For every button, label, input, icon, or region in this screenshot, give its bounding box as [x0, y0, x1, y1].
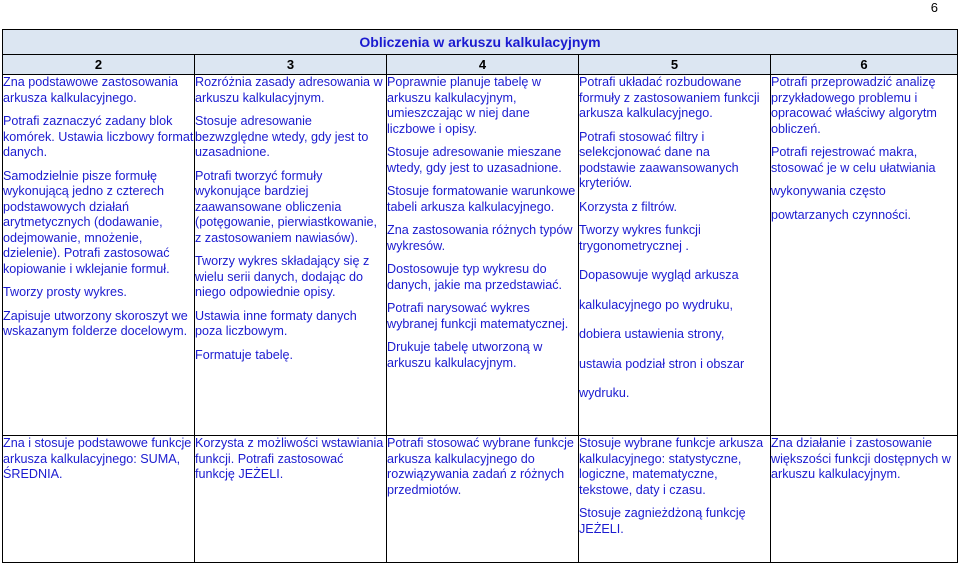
requirement-text: Poprawnie planuje tabelę w arkuszu kalkulacyjnym, umieszczając w niej dane liczbowe i opisy. [387, 75, 542, 136]
table-cell [579, 436, 771, 563]
column-number: 3 [195, 55, 387, 75]
requirement-text: Stosuje adresowanie bezwzględne wtedy, gdy jest to uzasadnione. [195, 114, 369, 159]
table-cell [387, 75, 579, 436]
requirement-text: ustawia podział stron i obszar [579, 356, 745, 371]
requirement-text: Tworzy prosty wykres. [3, 285, 127, 299]
requirement-text: Potrafi zaznaczyć zadany blok komórek. Ustawia liczbowy format danych. [3, 114, 194, 159]
requirement-text: Potrafi narysować wykres wybranej funkcji matematycznej. [387, 301, 569, 331]
requirement-text: powtarzanych czynności. [771, 207, 911, 222]
requirement-text: Korzysta z możliwości wstawiania funkcji. Potrafi zastosować funkcję JEŻELI. [195, 436, 384, 481]
table-cell [195, 75, 387, 436]
requirement-text: wydruku. [579, 386, 630, 400]
column-number: 6 [771, 55, 958, 75]
table-cell [195, 436, 387, 563]
requirement-text: Rozróżnia zasady adresowania w arkuszu kalkulacyjnym. [195, 75, 383, 105]
requirement-text: kalkulacyjnego po wydruku, [579, 297, 734, 312]
requirement-text: Drukuje tabelę utworzoną w arkuszu kalkulacyjnym. [387, 340, 543, 370]
requirement-text: Zapisuje utworzony skoroszyt we wskazanym folderze docelowym. [3, 308, 188, 338]
requirement-text: Samodzielnie pisze formułę wykonującą jedno z czterech podstawowych działań arytmetycznych (dodawanie, odejmowanie, mnożenie, dzielenie). Potrafi zastosować kopiowanie i wklejanie formuł. [3, 168, 170, 276]
table-cell [3, 75, 195, 436]
requirement-text: Korzysta z filtrów. [579, 199, 677, 214]
column-number: 2 [3, 55, 195, 75]
table-cell [387, 436, 579, 563]
requirement-text: Dopasowuje wygląd arkusza [579, 268, 739, 282]
requirement-text: Potrafi stosować filtry i selekcjonować dane na podstawie zaawansowanych kryteriów. [579, 129, 739, 190]
table-row [3, 75, 958, 436]
requirement-text: Stosuje formatowanie warunkowe tabeli arkusza kalkulacyjnego. [387, 184, 576, 214]
requirement-text: Potrafi przeprowadzić analizę przykładowego problemu i opracować właściwy algorytm obliczeń. [771, 75, 937, 136]
requirement-text: Tworzy wykres funkcji trygonometrycznej . [579, 223, 701, 253]
requirement-text: Potrafi stosować wybrane funkcje arkusza kalkulacyjnego do rozwiązywania zadań z różnych przedmiotów. [387, 436, 574, 497]
table-cell [771, 436, 958, 563]
requirement-text: Potrafi rejestrować makra, stosować je w celu ułatwiania [771, 145, 936, 175]
requirement-text: Dostosowuje typ wykresu do danych, jakie ma przedstawiać. [387, 262, 562, 292]
requirement-text: Stosuje wybrane funkcje arkusza kalkulacyjnego: statystyczne, logiczne, matematyczne, tekstowe, daty i czasu. [579, 436, 764, 497]
requirements-table [2, 29, 958, 563]
table-row [3, 436, 958, 563]
page-number: 6 [930, 0, 938, 15]
table-cell [771, 75, 958, 436]
table-cell [579, 75, 771, 436]
column-number: 5 [579, 55, 771, 75]
column-number: 4 [387, 55, 579, 75]
requirement-text: wykonywania często [771, 184, 886, 198]
requirement-text: Potrafi tworzyć formuły wykonujące bardziej zaawansowane obliczenia (potęgowanie, pierwiastkowanie, z zastosowaniem nawiasów). [195, 168, 378, 245]
requirement-text: Tworzy wykres składający się z wielu serii danych, dodając do niego odpowiednie opisy. [195, 254, 370, 299]
requirement-text: Stosuje zagnieżdżoną funkcję JEŻELI. [579, 506, 746, 536]
requirement-text: Zna podstawowe zastosowania arkusza kalkulacyjnego. [3, 75, 179, 105]
requirement-text: Zna działanie i zastosowanie większości funkcji dostępnych w arkuszu kalkulacyjnym. [771, 436, 951, 481]
requirement-text: Stosuje adresowanie mieszane wtedy, gdy jest to uzasadnione. [387, 145, 562, 175]
table-title: Obliczenia w arkuszu kalkulacyjnym [3, 30, 958, 55]
requirement-text: Zna zastosowania różnych typów wykresów. [387, 223, 573, 253]
requirement-text: dobiera ustawienia strony, [579, 327, 725, 341]
table-cell [3, 436, 195, 563]
requirement-text: Formatuje tabelę. [195, 347, 294, 362]
requirement-text: Potrafi układać rozbudowane formuły z zastosowaniem funkcji arkusza kalkulacyjnego. [579, 75, 760, 120]
requirement-text: Ustawia inne formaty danych poza liczbowym. [195, 308, 357, 338]
requirement-text: Zna i stosuje podstawowe funkcje arkusza kalkulacyjnego: SUMA, ŚREDNIA. [3, 436, 192, 481]
